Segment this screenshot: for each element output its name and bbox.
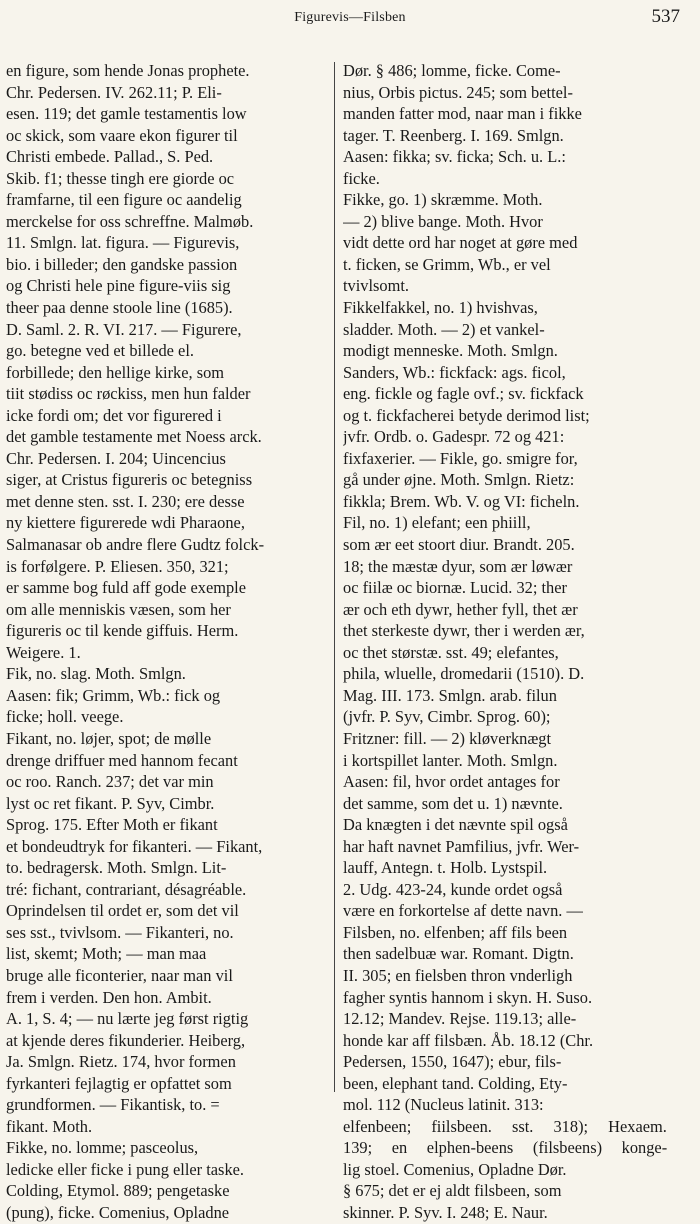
text-line: drenge driffuer med hannom fecant <box>6 750 238 770</box>
text-line: ær och eth dywr, hether fyll, thet ær <box>343 599 578 619</box>
text-line: fixfaxerier. — Fikle, go. smigre for, <box>343 448 578 468</box>
text-line: D. Saml. 2. R. VI. 217. — Figurere, <box>6 319 242 339</box>
text-line: en figure, som hende Jonas prophete. <box>6 61 250 80</box>
text-line: honde kar aff filsbæn. Åb. 18.12 (Chr. <box>343 1030 594 1050</box>
text-line: oc skick, som vaare ekon figurer til <box>6 125 238 145</box>
text-line: Colding, Etymol. 889; pengetaske <box>6 1181 230 1201</box>
text-line: manden fatter mod, naar man i fikke <box>343 104 582 124</box>
text-line: § 675; det er ej aldt filsbeen, som <box>343 1181 562 1201</box>
text-line: grundformen. — Fikantisk, to. = <box>6 1095 220 1115</box>
text-line: ledicke eller ficke i pung eller taske. <box>6 1159 245 1179</box>
text-line: det gamble testamente met Noess arck. <box>6 427 262 447</box>
text-line: er samme bog fuld aff gode exemple <box>6 578 247 598</box>
text-line: Chr. Pedersen. IV. 262.11; P. Eli- <box>6 82 222 102</box>
text-line: 2. Udg. 423-24, kunde ordet også <box>343 879 563 899</box>
text-line: fikkla; Brem. Wb. V. og VI: ficheln. <box>343 491 580 511</box>
text-line: Mag. III. 173. Smlgn. arab. filun <box>343 685 557 705</box>
text-line: lig stoel. Comenius, Opladne Dør. <box>343 1159 567 1179</box>
text-line: theer paa denne stoole line (1685). <box>6 298 233 318</box>
text-line: figureris oc til kende giffuis. Herm. <box>6 621 239 641</box>
text-line: Dør. § 486; lomme, ficke. Come- <box>343 61 561 80</box>
text-line: Fikke, go. 1) skræmme. Moth. <box>343 190 543 210</box>
text-line: sladder. Moth. — 2) et vankel- <box>343 319 545 339</box>
text-line: har haft navnet Pamfilius, jvfr. Wer- <box>343 836 580 856</box>
text-line: Weigere. 1. <box>6 642 81 662</box>
text-line: Christi embede. Pallad., S. Ped. <box>6 147 214 167</box>
text-line: siger, at Cristus figureris oc betegniss <box>6 470 253 490</box>
text-line: tiit stødiss oc røckiss, men hun falder <box>6 384 251 404</box>
text-line: 139; en elphen-beens (filsbeens) konge- <box>343 1138 667 1158</box>
text-line: elfenbeen; fiilsbeen. sst. 318); Hexaem. <box>343 1116 667 1136</box>
text-line: oc roo. Ranch. 237; det var min <box>6 772 214 792</box>
page-number: 537 <box>651 6 680 27</box>
text-line: lauff, Antegn. t. Holb. Lystspil. <box>343 858 548 878</box>
text-line: II. 305; en fielsben thron vnderligh <box>343 965 573 985</box>
text-line: ficke; holl. veege. <box>6 707 124 727</box>
text-line: Aasen: fikka; sv. ficka; Sch. u. L.: <box>343 147 566 167</box>
text-line: det samme, som det u. 1) nævnte. <box>343 793 563 813</box>
text-line: jvfr. Ordb. o. Gadespr. 72 og 421: <box>343 427 565 447</box>
text-line: Fil, no. 1) elefant; een phiill, <box>343 513 531 533</box>
text-line: been, elephant tand. Colding, Ety- <box>343 1073 568 1093</box>
text-line: og Christi hele pine figure-viis sig <box>6 276 231 296</box>
text-line: tvivlsomt. <box>343 276 410 296</box>
text-line: et bondeudtryk for fikanteri. — Fikant, <box>6 836 263 856</box>
text-line: Fikke, no. lomme; pasceolus, <box>6 1138 199 1158</box>
text-line: Sanders, Wb.: fickfack: ags. ficol, <box>343 362 566 382</box>
text-line: Skib. f1; thesse tingh ere giorde oc <box>6 168 235 188</box>
text-line: Ja. Smlgn. Rietz. 174, hvor formen <box>6 1052 236 1072</box>
text-line: oc fiilæ oc biornæ. Lucid. 32; ther <box>343 578 567 598</box>
text-line: list, skemt; Moth; — man maa <box>6 944 207 964</box>
text-line: Fritzner: fill. — 2) kløverknægt <box>343 728 552 748</box>
text-line: Sprog. 175. Efter Moth er fikant <box>6 815 218 835</box>
text-line: og t. fickfacherei betyde derimod list; <box>343 405 590 425</box>
text-line: modigt menneske. Moth. Smlgn. <box>343 341 558 361</box>
text-line: Oprindelsen til ordet er, som det vil <box>6 901 239 921</box>
text-line: frem i verden. Den hon. Ambit. <box>6 987 212 1007</box>
text-line: Aasen: fil, hvor ordet antages for <box>343 772 560 792</box>
text-line: esen. 119; det gamle testamentis low <box>6 104 247 124</box>
text-line: bio. i billeder; den gandske passion <box>6 254 238 274</box>
text-line: oc thet størstæ. sst. 49; elefantes, <box>343 642 559 662</box>
text-line: Fik, no. slag. Moth. Smlgn. <box>6 664 186 684</box>
text-line: fikant. Moth. <box>6 1116 93 1136</box>
text-line: A. 1, S. 4; — nu lærte jeg først rigtig <box>6 1009 249 1029</box>
text-line: Salmanasar ob andre flere Gudtz folck- <box>6 535 265 555</box>
text-line: tré: fichant, contrariant, désagréable. <box>6 879 247 899</box>
text-line: være en forkortelse af dette navn. — <box>343 901 583 921</box>
text-line: Pedersen, 1550, 1647); ebur, fils- <box>343 1052 562 1072</box>
text-line: nius, Orbis pictus. 245; som bettel- <box>343 82 573 102</box>
text-line: Fikkelfakkel, no. 1) hvishvas, <box>343 298 538 318</box>
text-line: lyst oc ret fikant. P. Syv, Cimbr. <box>6 793 215 813</box>
text-line: Fikant, no. løjer, spot; de mølle <box>6 728 212 748</box>
text-line: (jvfr. P. Syv, Cimbr. Sprog. 60); <box>343 707 551 727</box>
text-line: fagher syntis hannom i skyn. H. Suso. <box>343 987 593 1007</box>
text-line: fyrkanteri fejlagtig er opfattet som <box>6 1073 232 1093</box>
text-line: Aasen: fik; Grimm, Wb.: fick og <box>6 685 221 705</box>
running-head: Figurevis—Filsben <box>294 10 406 25</box>
text-line: merckelse for oss schreffne. Malmøb. <box>6 211 254 231</box>
left-column <box>6 60 330 1224</box>
text-line: ses sst., tvivlsom. — Fikanteri, no. <box>6 922 234 942</box>
column-divider <box>334 62 335 1092</box>
text-line: skinner. P. Syv. I. 248; E. Naur. <box>343 1202 548 1222</box>
text-line: ny kiettere figurerede wdi Pharaone, <box>6 513 245 533</box>
text-line: icke fordi om; det vor figurered i <box>6 405 222 425</box>
text-line: Chr. Pedersen. I. 204; Uincencius <box>6 448 226 468</box>
text-line: som ær eet stoort diur. Brandt. 205. <box>343 535 575 555</box>
text-line: at kjende deres fikunderier. Heiberg, <box>6 1030 246 1050</box>
text-line: mol. 112 (Nucleus latinit. 313: <box>343 1095 544 1115</box>
text-line: go. betegne ved et billede el. <box>6 341 194 361</box>
text-line: met denne sten. sst. I. 230; ere desse <box>6 491 245 511</box>
text-line: 12.12; Mandev. Rejse. 119.13; alle- <box>343 1009 577 1029</box>
text-line: om alle menniskis væsen, som her <box>6 599 231 619</box>
right-column <box>343 60 667 1224</box>
text-line: phila, wluelle, dromedarii (1510). D. <box>343 664 585 684</box>
text-line: 11. Smlgn. lat. figura. — Figurevis, <box>6 233 240 253</box>
text-line: is forfølgere. P. Eliesen. 350, 321; <box>6 556 229 576</box>
text-line: vidt dette ord har noget at gøre med <box>343 233 578 253</box>
text-line: 18; the mæstæ dyur, som ær løwær <box>343 556 573 576</box>
text-line: gå under øjne. Moth. Smlgn. Rietz: <box>343 470 575 490</box>
text-line: — 2) blive bange. Moth. Hvor <box>343 211 543 231</box>
text-line: to. bedragersk. Moth. Smlgn. Lit- <box>6 858 227 878</box>
text-line: tager. T. Reenberg. I. 169. Smlgn. <box>343 125 564 145</box>
page-header <box>0 4 700 30</box>
text-line: forbillede; den hellige kirke, som <box>6 362 225 382</box>
text-line: bruge alle ficonterier, naar man vil <box>6 965 233 985</box>
text-line: framfarne, til een figure oc aandelig <box>6 190 242 210</box>
text-line: ficke. <box>343 168 380 188</box>
text-line: t. ficken, se Grimm, Wb., er vel <box>343 254 551 274</box>
text-line: (pung), ficke. Comenius, Opladne <box>6 1202 230 1222</box>
text-line: thet sterkeste dywr, ther i werden ær, <box>343 621 585 641</box>
text-line: then sadelbuæ war. Romant. Digtn. <box>343 944 574 964</box>
text-line: Filsben, no. elfenben; aff fils been <box>343 922 568 942</box>
text-line: Da knægten i det nævnte spil også <box>343 815 568 835</box>
text-line: i kortspillet lanter. Moth. Smlgn. <box>343 750 558 770</box>
text-line: eng. fickle og fagle ovf.; sv. fickfack <box>343 384 584 404</box>
